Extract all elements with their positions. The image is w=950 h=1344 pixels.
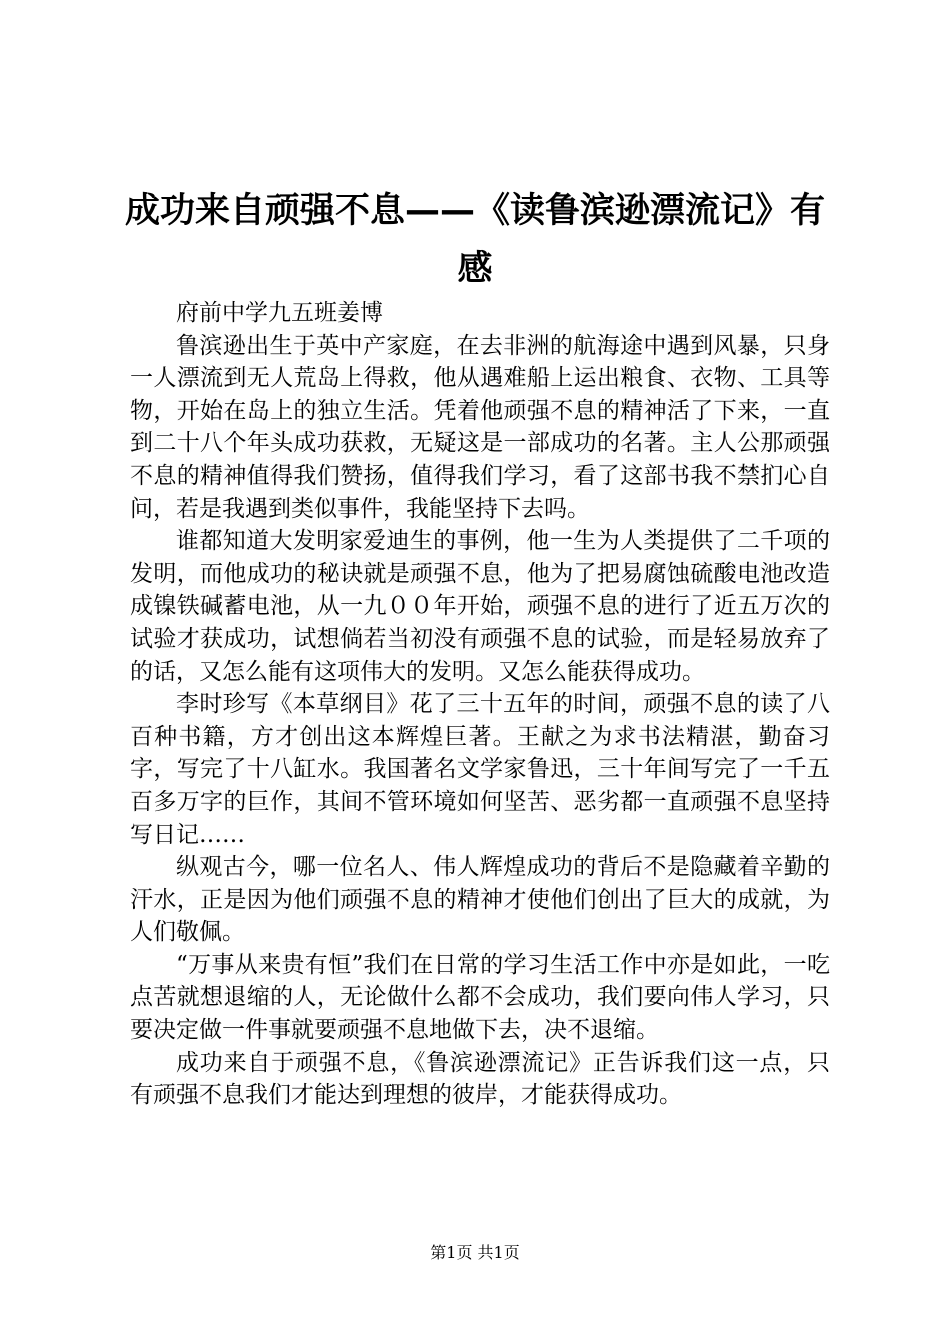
document-title: 成功来自顽强不息——《读鲁滨逊漂流记》有感	[124, 191, 825, 289]
page-number-footer: 第1页 共1页	[430, 1243, 520, 1262]
document-body	[130, 297, 830, 1112]
author-line: 府前中学九五班姜博	[176, 300, 383, 326]
paragraph-2: 谁都知道大发明家爱迪生的事例，他一生为人类提供了二千项的发明，而他成功的秘诀就是顽强不息，他为了把易腐蚀硫酸电池改造成镍铁碱蓄电池，从一九００年开始，顽强不息的进行了近五万次的试验才获成功，试想倘若当初没有顽强不息的试验，而是轻易放弃了的话，又怎么能有这项伟大的发明。又怎么能获得成功。	[130, 528, 830, 685]
paragraph-1: 鲁滨逊出生于英中产家庭，在去非洲的航海途中遇到风暴，只身一人漂流到无人荒岛上得救，他从遇难船上运出粮食、衣物、工具等物，开始在岛上的独立生活。凭着他顽强不息的精神活了下来，一直到二十八个年头成功获救，无疑这是一部成功的名著。主人公那顽强不息的精神值得我们赞扬，值得我们学习，看了这部书我不禁扪心自问，若是我遇到类似事件，我能坚持下去吗。	[130, 332, 830, 522]
paragraph-6: 成功来自于顽强不息，《鲁滨逊漂流记》正告诉我们这一点，只有顽强不息我们才能达到理想的彼岸，才能获得成功。	[130, 1049, 830, 1109]
paragraph-3: 李时珍写《本草纲目》花了三十五年的时间，顽强不息的读了八百种书籍，方才创出这本辉煌巨著。王献之为求书法精湛，勤奋习字，写完了十八缸水。我国著名文学家鲁迅，三十年间写完了一千五百多万字的巨作，其间不管环境如何坚苦、恶劣都一直顽强不息坚持写日记……	[130, 691, 830, 848]
paragraph-4: 纵观古今，哪一位名人、伟人辉煌成功的背后不是隐藏着辛勤的汗水，正是因为他们顽强不息的精神才使他们创出了巨大的成就，为人们敬佩。	[130, 854, 830, 946]
paragraph-5: “万事从来贵有恒”我们在日常的学习生活工作中亦是如此，一吃点苦就想退缩的人，无论做什么都不会成功，我们要向伟人学习，只要决定做一件事就要顽强不息地做下去，决不退缩。	[130, 951, 830, 1044]
